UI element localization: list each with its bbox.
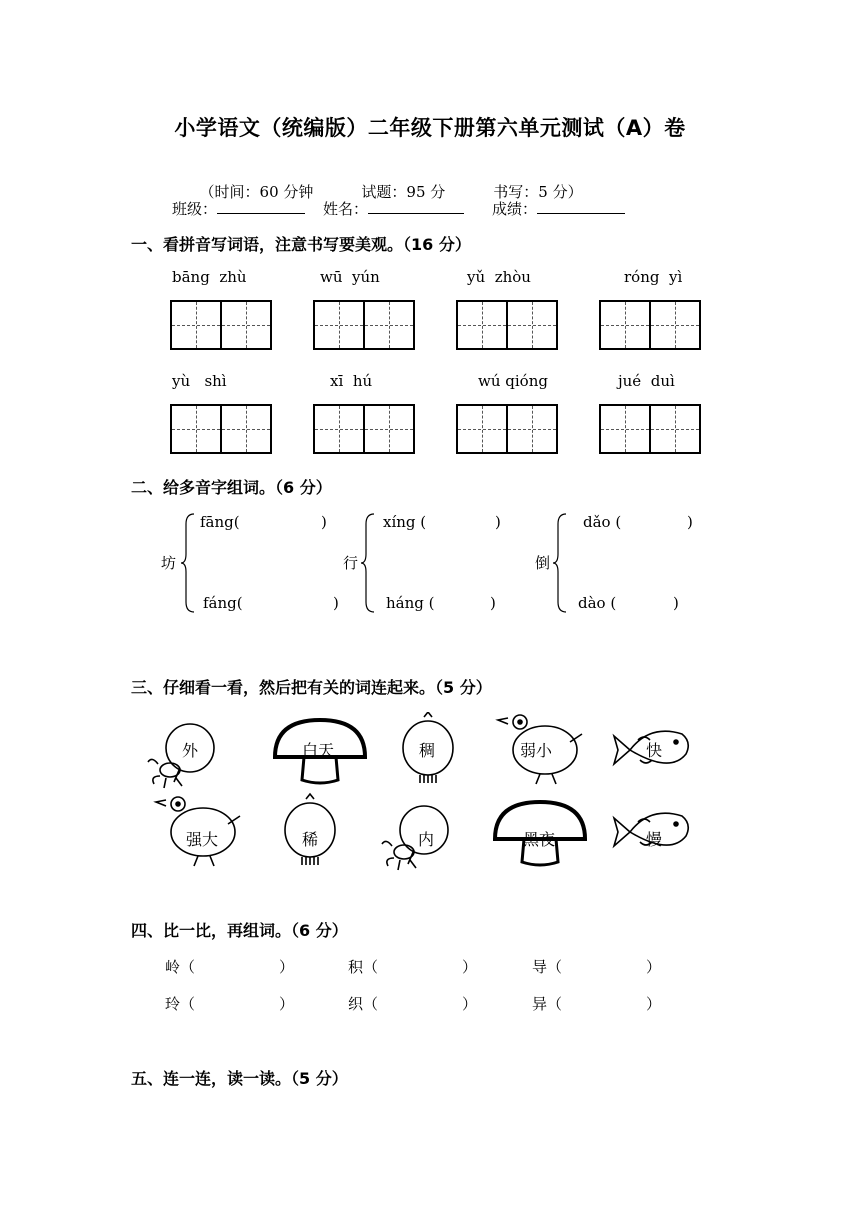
bee-balloon-icon xyxy=(382,806,448,870)
exam-questions: 试题：95 分 xyxy=(361,183,446,201)
polyphone-bottom-close: ) xyxy=(490,594,496,612)
brace-icon xyxy=(360,512,376,614)
pinyin-2: wū yún xyxy=(320,268,380,286)
picture-label: 稠 xyxy=(419,741,436,760)
polyphone-char: 行 xyxy=(343,554,359,572)
picture-label: 慢 xyxy=(646,830,663,849)
exam-meta xyxy=(190,163,583,202)
polyphone-top-close: ) xyxy=(687,513,693,531)
name-label: 姓名： xyxy=(323,200,369,218)
polyphone-char: 倒 xyxy=(535,554,551,572)
compare-close: ） xyxy=(462,995,478,1013)
compare-item: 导（ xyxy=(532,958,563,976)
writing-grid-8[interactable] xyxy=(599,404,701,454)
picture-label: 稀 xyxy=(302,830,319,849)
name-blank[interactable] xyxy=(368,199,464,214)
exam-time: （时间：60 分钟 xyxy=(199,183,314,201)
polyphone-top: xíng ( xyxy=(383,513,427,531)
writing-grid-7[interactable] xyxy=(456,404,558,454)
writing-grid-4[interactable] xyxy=(599,300,701,350)
section-4-heading: 四、比一比，再组词。（6 分） xyxy=(131,921,348,940)
writing-grid-3[interactable] xyxy=(456,300,558,350)
pinyin-8: jué duì xyxy=(618,372,675,390)
class-label: 班级： xyxy=(172,200,218,218)
compare-item: 积（ xyxy=(348,958,379,976)
bee-balloon-icon xyxy=(148,724,214,788)
class-blank[interactable] xyxy=(217,199,305,214)
picture-label: 强大 xyxy=(186,830,219,849)
writing-grid-6[interactable] xyxy=(313,404,415,454)
compare-item: 岭（ xyxy=(165,958,196,976)
polyphone-top-close: ) xyxy=(321,513,327,531)
compare-item: 织（ xyxy=(348,995,379,1013)
compare-close: ） xyxy=(646,958,662,976)
brace-icon xyxy=(552,512,568,614)
exam-writing: 书写：5 分） xyxy=(493,183,583,201)
writing-grid-1[interactable] xyxy=(170,300,272,350)
brace-icon xyxy=(180,512,196,614)
compare-item: 玲（ xyxy=(165,995,196,1013)
student-info xyxy=(172,198,625,219)
polyphone-bottom: fáng( xyxy=(203,594,243,612)
score-blank[interactable] xyxy=(537,199,625,214)
picture-label: 快 xyxy=(646,741,663,760)
picture-label: 黑夜 xyxy=(523,830,556,849)
picture-label: 外 xyxy=(182,741,199,760)
compare-close: ） xyxy=(279,995,295,1013)
pinyin-1: bāng zhù xyxy=(172,268,247,286)
picture-label: 白天 xyxy=(302,741,335,760)
picture-label: 弱小 xyxy=(520,741,553,760)
polyphone-bottom-close: ) xyxy=(673,594,679,612)
compare-close: ） xyxy=(462,958,478,976)
pinyin-4: róng yì xyxy=(624,268,683,286)
writing-grid-5[interactable] xyxy=(170,404,272,454)
picture-label: 内 xyxy=(418,830,435,849)
page-title: 小学语文（统编版）二年级下册第六单元测试（A）卷 xyxy=(174,116,686,140)
pinyin-7: wú qióng xyxy=(478,372,548,390)
pinyin-5: yù shì xyxy=(172,372,227,390)
pinyin-3: yǔ zhòu xyxy=(467,268,531,286)
score-label: 成绩： xyxy=(492,200,538,218)
polyphone-top: dǎo ( xyxy=(583,513,622,531)
compare-close: ） xyxy=(646,995,662,1013)
compare-item: 异（ xyxy=(532,995,563,1013)
polyphone-top-close: ) xyxy=(495,513,501,531)
section-3-heading: 三、仔细看一看，然后把有关的词连起来。（5 分） xyxy=(131,678,492,697)
pinyin-6: xī hú xyxy=(330,372,373,390)
polyphone-bottom: háng ( xyxy=(386,594,435,612)
polyphone-char: 坊 xyxy=(161,554,177,572)
polyphone-top: fāng( xyxy=(200,513,240,531)
section-5-heading: 五、连一连，读一读。（5 分） xyxy=(131,1069,348,1088)
section-1-heading: 一、看拼音写词语，注意书写要美观。（16 分） xyxy=(131,235,471,254)
polyphone-bottom-close: ) xyxy=(333,594,339,612)
polyphone-bottom: dào ( xyxy=(578,594,617,612)
writing-grid-2[interactable] xyxy=(313,300,415,350)
section-2-heading: 二、给多音字组词。（6 分） xyxy=(131,478,332,497)
compare-close: ） xyxy=(279,958,295,976)
